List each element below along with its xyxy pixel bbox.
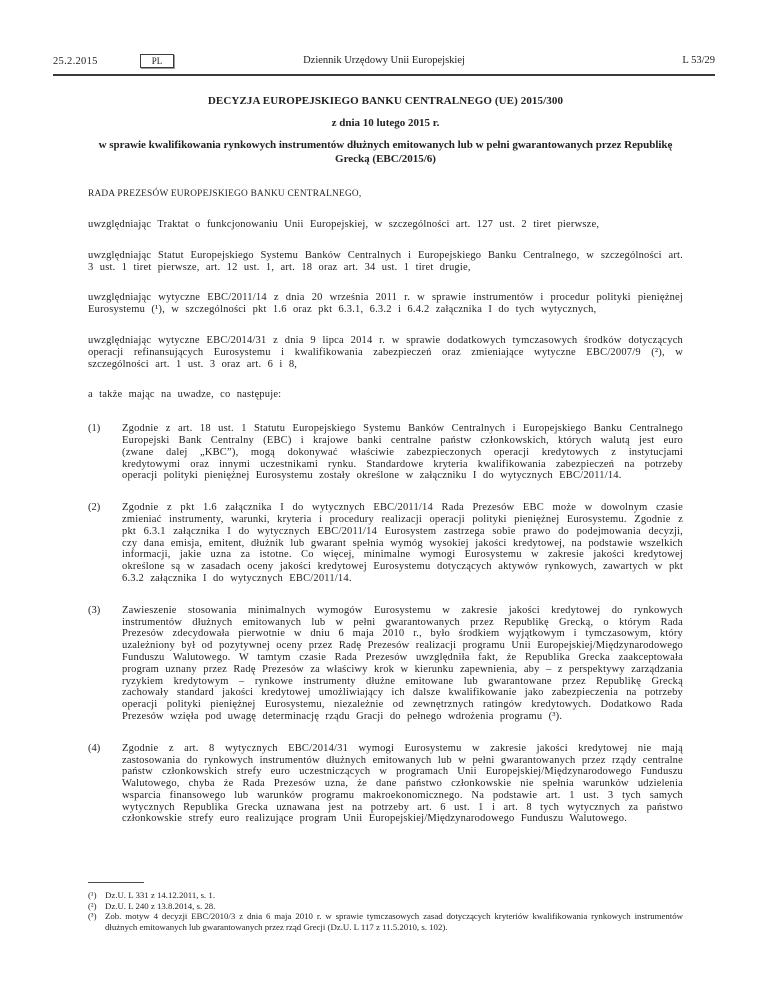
journal-title: Dziennik Urzędowy Unii Europejskiej: [303, 55, 465, 66]
footnote-3: [88, 911, 683, 932]
recital-3-text: Zawieszenie stosowania minimalnych wymogów Eurosystemu w zakresie jakości kredytowej do rynkowych instrumentów dłużnych emitowanych lub w pełni gwarantowanych przez Republikę Grecką, o którym Rada Prezesów zdecydowała pierwotnie w dniu 6 maja 2010 r., było środkiem wyjątkowym i tymczasowym, który uzależniony był od pozytywnej oceny przez Radę Prezesów realizacji programu Unii Europejskiej/Międzynarodowego Funduszu Walutowego. W tamtym czasie Rada Prezesów uwzględniła fakt, że Republika Grecka zaakceptowała program uznany przez Radę Prezesów za właściwy krok w kierunku zapewnienia, aby – z perspektywy zarządzania ryzykiem kredytowym – rynkowe instrumenty dłużne emitowane lub gwarantowane przez Republikę Grecką zachowały standard jakości kredytowej umożliwiający ich dalsze kwalifikowanie jako zabezpieczenia na potrzeby operacji polityki pieniężnej Eurosystemu, niezależnie od zewnętrznych ratingów kredytowych. Dodatkowo Rada Prezesów wzięła pod uwagę determinację rządu Gracji do pełnego wdrożenia programu (³).: [122, 604, 683, 722]
footnote-2: [88, 901, 683, 912]
recital-2: [88, 502, 683, 585]
decision-subject: w sprawie kwalifikowania rynkowych instrumentów dłużnych emitowanych lub w pełni gwarantowanych przez Republikę Grecką (EBC/2015/6): [98, 139, 673, 165]
footnote-1: [88, 890, 683, 901]
header-left-group: [53, 54, 174, 68]
citation-guideline-2011-14: uwzględniając wytyczne EBC/2011/14 z dnia 20 września 2011 r. w sprawie instrumentów i procedur polityki pieniężnej Eurosystemu (¹), w szczególności pkt 1.6 oraz pkt 6.3.1, 6.3.2 i 6.4.2 załącznika I do tych wytycznych,: [88, 292, 683, 316]
header-rule: [53, 74, 715, 76]
citation-treaty: uwzględniając Traktat o funkcjonowaniu Unii Europejskiej, w szczególności art. 127 ust. 2 tiret pierwsze,: [88, 219, 600, 230]
decision-date-line: z dnia 10 lutego 2015 r.: [331, 117, 440, 129]
footnote-1-text: Dz.U. L 331 z 14.12.2011, s. 1.: [105, 890, 216, 900]
page-reference: L 53/29: [682, 55, 715, 66]
recital-4-text: Zgodnie z art. 8 wytycznych EBC/2014/31 wymogi Eurosystemu w zakresie jakości kredytowej nie mają zastosowania do rynkowych instrumentów dłużnych emitowanych lub w pełni gwarantowanych przez rządy centralne państw członkowskich strefy euro uczestniczących w programach Unii Europejskiej/Międzynarodowego Funduszu Walutowego, chyba że Rada Prezesów uzna, że dane państwo członkowskie nie spełnia warunków udzielenia wsparcia finansowego lub warunków programu makroekonomicznego. Na podstawie art. 1 ust. 3 tych samych wytycznych Republika Grecka uznawana jest na potrzeby art. 6 ust. 1 i art. 8 tych wytycznych za państwo członkowskie strefy euro realizujące program Unii Europejskiej/Międzynarodowego Funduszu Walutowego.: [122, 742, 683, 825]
preamble-opening: RADA PREZESÓW EUROPEJSKIEGO BANKU CENTRALNEGO,: [88, 189, 362, 199]
footnote-3-text: Zob. motyw 4 decyzji EBC/2010/3 z dnia 6 maja 2010 r. w sprawie tymczasowych zasad dotyczących kryteriów kwalifikowania rynkowych instrumentów dłużnych emitowanych lub gwarantowanych przez rząd Grecji (Dz.U. L 117 z 11.5.2010, s. 102).: [105, 911, 683, 932]
footnote-1-marker: (¹): [88, 890, 97, 900]
recital-4-number: (4): [88, 742, 101, 754]
recital-1-number: (1): [88, 423, 101, 435]
document-body: [88, 95, 683, 845]
citation-statute: uwzględniając Statut Europejskiego Systemu Banków Centralnych i Europejskiego Banku Centralnego, w szczególności art. 3 ust. 1 tiret pierwsze, art. 12 ust. 1, art. 18 oraz art. 34 ust. 1 tiret drugie,: [88, 249, 683, 273]
page-header: [53, 54, 715, 70]
citation-guideline-2014-31: uwzględniając wytyczne EBC/2014/31 z dnia 9 lipca 2014 r. w sprawie dodatkowych tymczasowych środków dotyczących operacji refinansujących Eurosystemu i kwalifikowania zabezpieczeń oraz zmieniające wytyczne EBC/2007/9 (²), w szczególności art. 1 ust. 3 oraz art. 6 i 8,: [88, 334, 683, 370]
language-code-box: PL: [140, 54, 175, 68]
whereas-intro: a także mając na uwadze, co następuje:: [88, 389, 282, 401]
recital-3-number: (3): [88, 604, 101, 616]
footnote-2-text: Dz.U. L 240 z 13.8.2014, s. 28.: [105, 900, 216, 911]
header-date: 25.2.2015: [53, 55, 98, 67]
recital-2-number: (2): [88, 502, 101, 514]
recitals-list: [88, 423, 683, 825]
footnote-3-marker: (³): [88, 911, 97, 922]
decision-title: DECYZJA EUROPEJSKIEGO BANKU CENTRALNEGO (UE) 2015/300: [207, 95, 564, 107]
footnote-rule: [88, 882, 144, 883]
recital-3: [88, 605, 683, 723]
recital-2-text: Zgodnie z pkt 1.6 załącznika I do wytycznych EBC/2011/14 Rada Prezesów EBC może w dowolnym czasie zmieniać instrumenty, warunki, kryteria i procedury realizacji operacji polityki pieniężnej Eurosystemu. Zgodnie z pkt 6.3.1 załącznika I do wytycznych EBC/2011/14 Eurosystem zastrzega sobie prawo do podejmowania decyzji, czy dana emisja, emitent, dłużnik lub gwarant spełnia wymóg wysokiej jakości kredytowej, na podstawie wszelkich informacji, jakie uzna za istotne. Co więcej, minimalne wymogi Eurosystemu w zakresie jakości kredytowej określone są w zasadach oceny jakości kredytowej Eurosystemu dotyczących aktywów rynkowych, zawartych w pkt 6.3.2 załącznika I do wytycznych EBC/2011/14.: [122, 502, 683, 584]
recital-4: [88, 743, 683, 826]
footnote-2-marker: (²): [88, 900, 97, 911]
recital-1: [88, 423, 683, 482]
footnotes-section: [88, 882, 683, 932]
recital-1-text: Zgodnie z art. 18 ust. 1 Statutu Europejskiego Systemu Banków Centralnych i Europejskiego Banku Centralnego Europejski Bank Centralny (EBC) i krajowe banki centralne państw członkowskich, których walutą jest euro (zwane dalej „KBC”), mogą dokonywać właściwie zabezpieczonych operacji kredytowych z instytucjami kredytowymi oraz innymi uczestnikami rynku. Standardowe kryteria kwalifikowania zabezpieczeń na potrzeby operacji polityki pieniężnej Eurosystemu zostały określone w załączniku I do wytycznych EBC/2011/14.: [122, 423, 683, 482]
